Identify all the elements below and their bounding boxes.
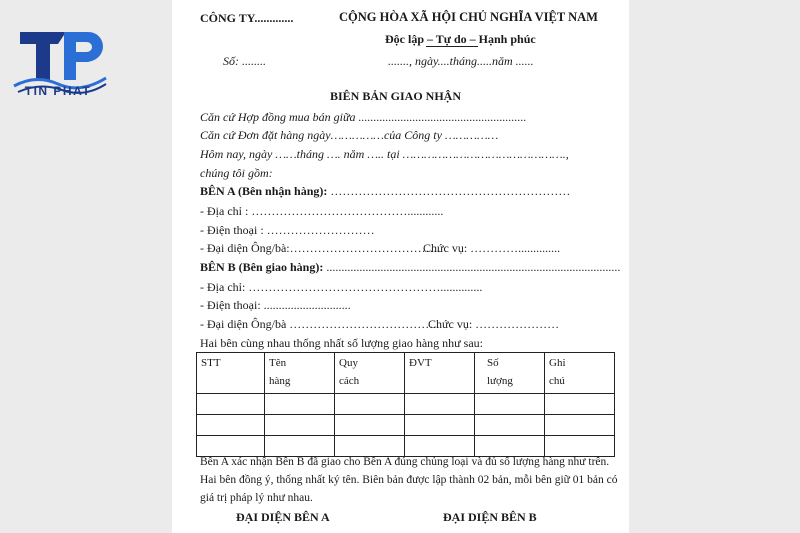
intro-line: Căn cứ Đơn đặt hàng ngày……………của Công ty …………… (200, 128, 499, 142)
intro-line: Căn cứ Hợp đồng mua bán giữa ........................................................ (200, 110, 527, 124)
document-number: Số: ........ (223, 54, 266, 68)
intro-line: Hôm nay, ngày ……tháng …. năm ….. tại ………………………………………., (200, 147, 569, 161)
column-header-unit: ĐVT (405, 353, 475, 394)
table-row (197, 415, 615, 436)
document-date: ......., ngày....tháng.....năm ...... (388, 54, 534, 68)
party-a-name-dots: …………………………………………………… (327, 184, 571, 198)
motto-underline (426, 46, 478, 47)
party-a-heading: BÊN A (Bên nhận hàng): (200, 184, 328, 198)
party-b-representative: - Đại diện Ông/bà ……………………………….. (200, 317, 440, 331)
table-row (197, 436, 615, 457)
party-b-position: Chức vụ: ………………… (428, 317, 560, 331)
closing-line: giá trị pháp lý như nhau. (200, 492, 313, 504)
column-header-name: Tên hàng (265, 353, 335, 394)
signature-party-a: ĐẠI DIỆN BÊN A (236, 510, 330, 524)
motto: Độc lập – Tự do – Hạnh phúc (385, 32, 536, 46)
party-a-phone: - Điện thoại : ……………………… (200, 223, 375, 237)
company-field: CÔNG TY............. (200, 11, 294, 25)
intro-line: chúng tôi gồm: (200, 166, 273, 180)
closing-line: Bên A xác nhận Bên B đã giao cho Bên A đúng chủng loại và đủ số lượng hàng như trên. (200, 456, 610, 468)
table-header-row (197, 353, 615, 394)
goods-table (196, 352, 615, 457)
party-b-heading: BÊN B (Bên giao hàng): (200, 260, 324, 274)
party-b-phone: - Điện thoại: ............................. (200, 298, 351, 312)
document-title: BIÊN BẢN GIAO NHẬN (330, 89, 462, 103)
column-header-spec: Quy cách (335, 353, 405, 394)
column-header-quantity: Số lượng (475, 353, 545, 394)
party-a-address: - Địa chỉ : …………………………………............ (200, 204, 444, 218)
party-b-address: - Địa chỉ: ………………………………………….............. (200, 280, 483, 294)
party-a-representative: - Đại diện Ông/bà:……………………………….. (200, 241, 440, 255)
column-header-stt: STT (197, 353, 265, 394)
party-a-position: Chức vụ: ………….............. (423, 241, 561, 255)
table-row (197, 394, 615, 415)
column-header-note: Ghi chú (545, 353, 615, 394)
country-title: CỘNG HÒA XÃ HỘI CHỦ NGHĨA VIỆT NAM (339, 10, 598, 24)
brand-name: TIN PHAT (24, 84, 92, 98)
closing-line: Hai bên đồng ý, thống nhất ký tên. Biên bản được lập thành 02 bản, mỗi bên giữ 01 bản có (200, 474, 618, 486)
party-b-heading-row (200, 260, 620, 275)
agreement-line: Hai bên cùng nhau thống nhất số lượng giao hàng như sau: (200, 336, 483, 350)
party-a-heading-row (200, 184, 570, 199)
signature-party-b: ĐẠI DIỆN BÊN B (443, 510, 537, 524)
party-b-name-dots: .................................................................................................. (323, 260, 621, 274)
